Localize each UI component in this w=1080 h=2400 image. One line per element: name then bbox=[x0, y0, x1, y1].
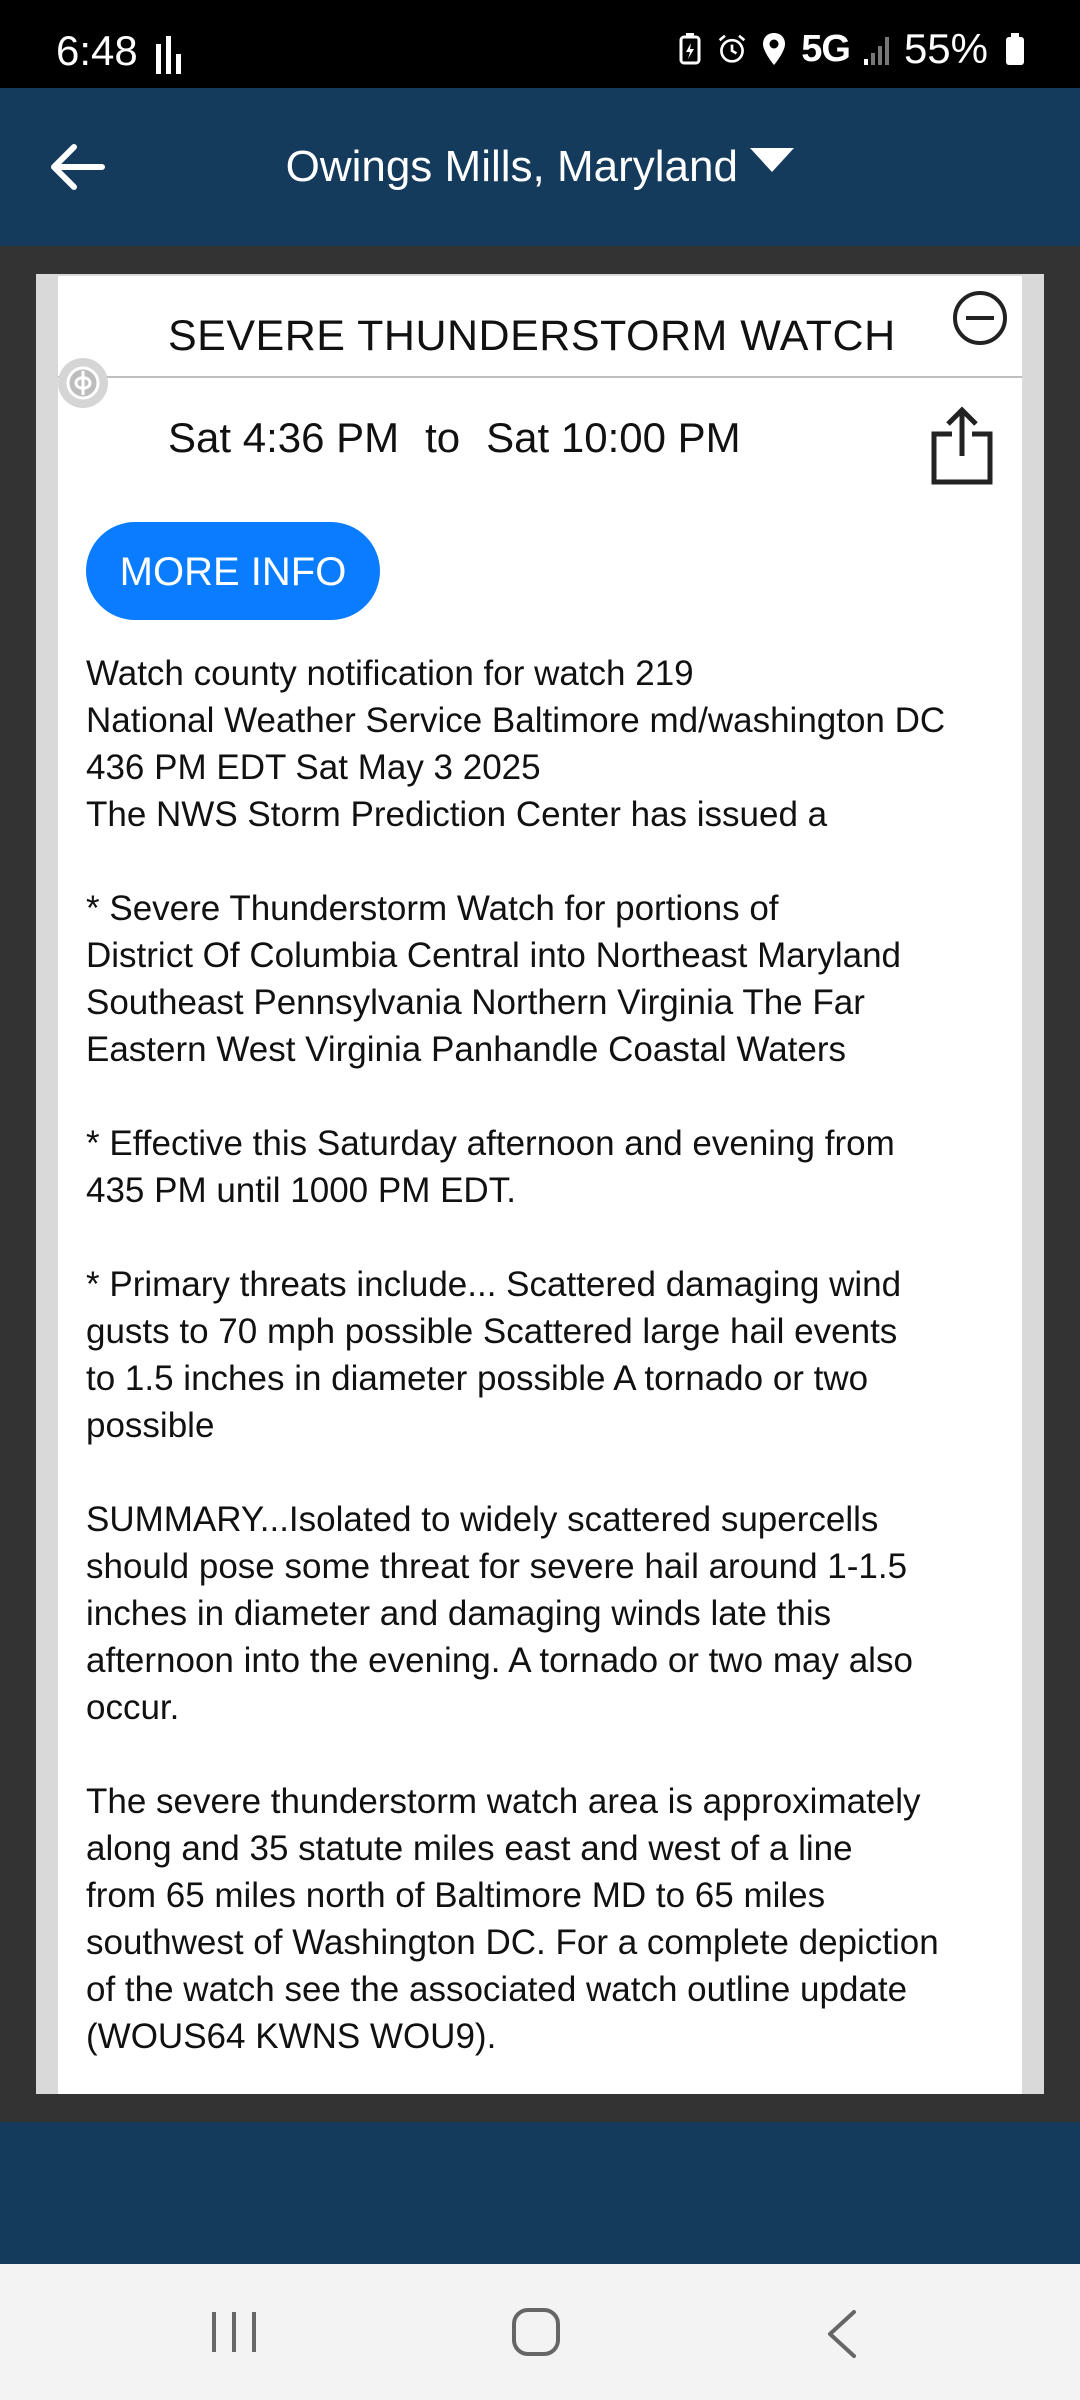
battery-percent: 55% bbox=[903, 25, 988, 72]
alert-text-line: Eastern West Virginia Panhandle Coastal Waters bbox=[86, 1030, 847, 1069]
alert-text-line: southwest of Washington DC. For a complete depiction bbox=[86, 1923, 939, 1962]
alert-text-line: National Weather Service Baltimore md/washington DC bbox=[86, 701, 946, 740]
alert-card[interactable] bbox=[58, 276, 1022, 2094]
battery-icon bbox=[1000, 31, 1030, 67]
alert-paragraph bbox=[86, 1496, 1006, 1731]
alarm-icon bbox=[717, 31, 747, 67]
location-icon bbox=[759, 31, 789, 67]
alert-text-line: should pose some threat for severe hail around 1-1.5 bbox=[86, 1547, 908, 1586]
caret-down-icon bbox=[750, 148, 794, 172]
time-separator: to bbox=[425, 414, 461, 461]
alert-text-line: inches in diameter and damaging winds late this bbox=[86, 1594, 832, 1633]
collapse-icon[interactable] bbox=[950, 288, 1010, 348]
alert-text-line: District Of Columbia Central into Northeast Maryland bbox=[86, 936, 902, 975]
alert-text-line: * Severe Thunderstorm Watch for portions of bbox=[86, 889, 779, 928]
alert-start-time: Sat 4:36 PM bbox=[168, 414, 400, 461]
battery-saver-icon bbox=[675, 31, 705, 67]
home-icon[interactable] bbox=[510, 2306, 562, 2358]
alert-text-line: gusts to 70 mph possible Scattered large hail events bbox=[86, 1312, 898, 1351]
alert-paragraph bbox=[86, 1778, 1006, 2060]
location-title: Owings Mills, Maryland bbox=[285, 142, 738, 191]
alert-text-line: * Primary threats include... Scattered damaging wind bbox=[86, 1265, 902, 1304]
alert-text-line: afternoon into the evening. A tornado or two may also bbox=[86, 1641, 913, 1680]
status-time: 6:48 bbox=[56, 27, 138, 74]
app-header bbox=[0, 88, 1080, 246]
alert-text-line: from 65 miles north of Baltimore MD to 65 miles bbox=[86, 1876, 826, 1915]
alert-text-line: possible bbox=[86, 1406, 215, 1445]
back-icon[interactable] bbox=[822, 2308, 862, 2360]
alert-paragraph bbox=[86, 650, 1006, 838]
network-type: 5G bbox=[801, 27, 850, 70]
alert-end-time: Sat 10:00 PM bbox=[486, 414, 741, 461]
status-bar bbox=[0, 0, 1080, 88]
alert-text-line: occur. bbox=[86, 1688, 180, 1727]
title-divider bbox=[58, 376, 1022, 378]
alert-text-line: * Effective this Saturday afternoon and evening from bbox=[86, 1124, 895, 1163]
alert-text-line: of the watch see the associated watch outline update bbox=[86, 1970, 908, 2009]
alert-text-line: (WOUS64 KWNS WOU9). bbox=[86, 2017, 497, 2056]
alert-text-line: The severe thunderstorm watch area is approximately bbox=[86, 1782, 921, 1821]
recent-apps-icon[interactable] bbox=[206, 2308, 262, 2356]
alert-paragraph bbox=[86, 885, 1006, 1073]
alert-title: SEVERE THUNDERSTORM WATCH bbox=[168, 312, 896, 360]
footer-bar bbox=[0, 2122, 1080, 2264]
alert-text-line: 436 PM EDT Sat May 3 2025 bbox=[86, 748, 541, 787]
system-nav-bar bbox=[0, 2264, 1080, 2400]
signal-activity-icon bbox=[154, 36, 184, 74]
alert-body bbox=[86, 650, 1006, 2094]
alert-text-line: to 1.5 inches in diameter possible A tornado or two bbox=[86, 1359, 869, 1398]
alert-paragraph bbox=[86, 1120, 1006, 1214]
radar-overlay-icon[interactable] bbox=[56, 356, 110, 410]
alert-text-line: The NWS Storm Prediction Center has issued a bbox=[86, 795, 828, 834]
alert-text-line: Southeast Pennsylvania Northern Virginia The Far bbox=[86, 983, 865, 1022]
cell-signal-icon bbox=[862, 31, 892, 67]
status-icons bbox=[675, 26, 1030, 72]
alert-text-line: 435 PM until 1000 PM EDT. bbox=[86, 1171, 516, 1210]
alert-text-line: Watch county notification for watch 219 bbox=[86, 654, 694, 693]
alert-paragraph bbox=[86, 1261, 1006, 1449]
share-icon[interactable] bbox=[930, 404, 994, 486]
alert-time-range bbox=[168, 414, 741, 462]
more-info-button[interactable]: MORE INFO bbox=[86, 522, 380, 620]
alert-text-line: along and 35 statute miles east and west of a line bbox=[86, 1829, 853, 1868]
alert-text-line: SUMMARY...Isolated to widely scattered supercells bbox=[86, 1500, 879, 1539]
location-selector[interactable] bbox=[0, 142, 1080, 192]
